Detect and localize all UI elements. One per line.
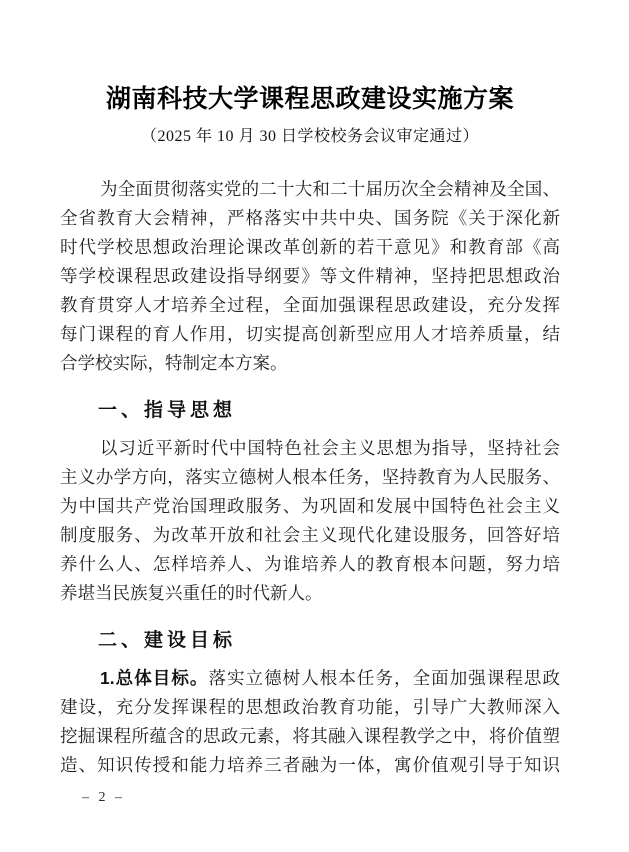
text-line: 为中国共产党治国理政服务、为巩固和发展中国特色社会主义 bbox=[60, 496, 560, 516]
text-line: 养什么人、怎样培养人、为谁培养人的教育根本问题，努力培 bbox=[60, 554, 560, 574]
text-line: 以习近平新时代中国特色社会主义思想为指导，坚持社会 bbox=[100, 438, 560, 458]
text-line: 为全面贯彻落实党的二十大和二十届历次全会精神及全国、 bbox=[100, 179, 560, 199]
text-line: 挖掘课程所蕴含的思政元素，将其融入课程教学之中，将价值塑 bbox=[60, 726, 560, 746]
text-line: 每门课程的育人作用，切实提高创新型应用人才培养质量，结 bbox=[60, 324, 560, 344]
page-title: 湖南科技大学课程思政建设实施方案 bbox=[105, 85, 514, 113]
page-number: – 2 – bbox=[82, 790, 125, 805]
section-heading-2: 二、建设目标 bbox=[98, 630, 237, 651]
text-line: 时代学校思想政治理论课改革创新的若干意见》和教育部《高 bbox=[60, 237, 560, 257]
text-line: 养堪当民族复兴重任的时代新人。 bbox=[60, 583, 323, 603]
text-line: 等学校课程思政建设指导纲要》等文件精神，坚持把思想政治 bbox=[60, 266, 560, 286]
section-heading-1: 一、指导思想 bbox=[98, 400, 237, 421]
section-1-paragraph bbox=[60, 434, 560, 608]
text-line: 制度服务、为改革开放和社会主义现代化建设服务，回答好培 bbox=[60, 525, 560, 545]
lead-rest-text: 落实立德树人根本任务，全面加强课程思政 bbox=[208, 668, 560, 688]
text-line: 建设，充分发挥课程的思想政治教育功能，引导广大教师深入 bbox=[60, 697, 560, 717]
section-2-paragraph bbox=[60, 664, 560, 780]
intro-paragraph bbox=[60, 175, 560, 378]
page-subtitle: （2025 年 10 月 30 日学校校务会议审定通过） bbox=[140, 128, 479, 145]
text-line: 全省教育大会精神，严格落实中共中央、国务院《关于深化新 bbox=[60, 208, 560, 228]
bold-lead: 1.总体目标。 bbox=[100, 668, 209, 688]
text-line: 造、知识传授和能力培养三者融为一体，寓价值观引导于知识 bbox=[60, 755, 560, 775]
text-line: 主义办学方向，落实立德树人根本任务，坚持教育为人民服务、 bbox=[60, 467, 560, 487]
text-line bbox=[60, 664, 560, 693]
text-line: 教育贯穿人才培养全过程，全面加强课程思政建设，充分发挥 bbox=[60, 295, 560, 315]
text-line: 合学校实际，特制定本方案。 bbox=[60, 353, 288, 373]
